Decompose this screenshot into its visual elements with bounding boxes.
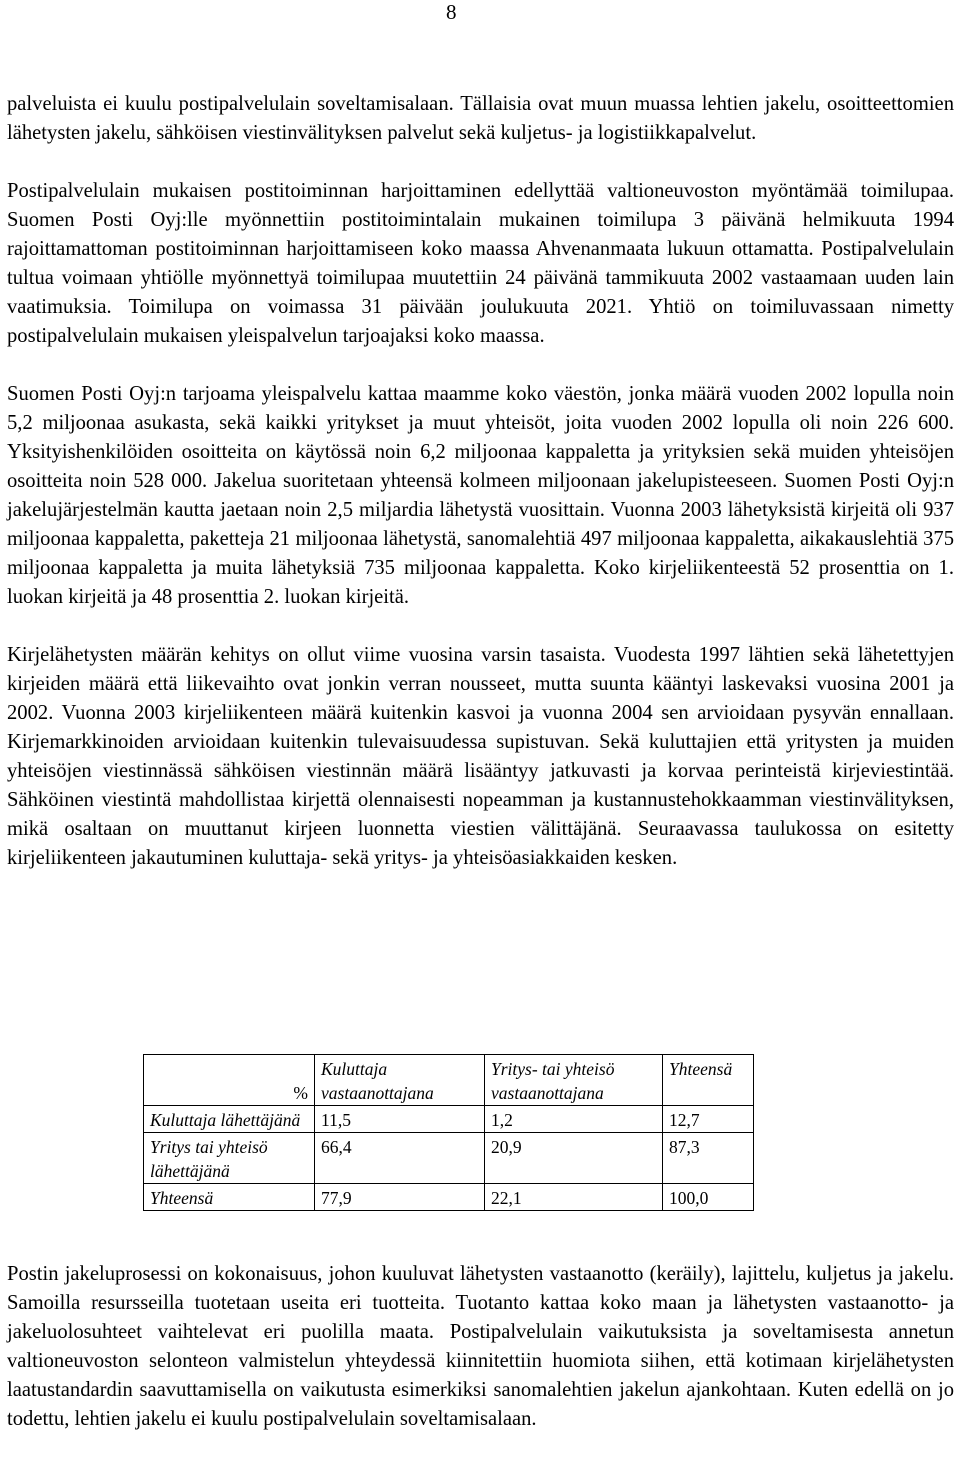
paragraph-1: palveluista ei kuulu postipalvelulain soveltamisalaan. Tällaisia ovat muun muassa lehtien jakelu, osoitteettomien lähetysten jakelu, sähköisen viestinvälityksen palvelut sekä kuljetus- ja logistiikkapalvelut. xyxy=(7,93,954,144)
paragraph-3: Suomen Posti Oyj:n tarjoama yleispalvelu kattaa maamme koko väestön, jonka määrä vuoden 2002 lopulla noin 5,2 miljoonaa asukasta, sekä kaikki yritykset ja muut yhteisöt, joita vuoden 2002 lopulla oli noin 226 600. Yksityishenkilöiden osoitteita on käytössä noin 6,2 miljoonaa kappaletta ja yrityksien sekä muiden yhteisöjen osoitteita noin 528 000. Jakelua suoritetaan yhteensä kolmeen miljoonaan jakelupisteeseen. Suomen Posti Oyj:n jakelujärjestelmän kautta jaetaan noin 2,5 miljardia lähetystä vuosittain. Vuonna 2003 lähetyksistä kirjeitä oli 937 miljoonaa kappaletta, paketteja 21 miljoonaa lähetystä, sanomalehtiä 497 miljoonaa kappaletta, aikakauslehtiä 375 miljoonaa kappaletta ja muita lähetyksiä 735 miljoonaa kappaletta. Koko kirjeliikenteestä 52 prosenttia on 1. luokan kirjeitä ja 48 prosenttia 2. luokan kirjeitä. xyxy=(7,383,954,608)
table-row xyxy=(144,1184,754,1211)
paragraph-4: Kirjelähetysten määrän kehitys on ollut viime vuosina varsin tasaista. Vuodesta 1997 lähtien sekä lähetettyjen kirjeiden määrä että liikevaihto ovat jonkin verran nousseet, mutta suunta kääntyi laskevaksi vuosina 2001 ja 2002. Vuonna 2003 kirjeliikenteen määrä kuitenkin kasvoi ja vuonna 2004 sen arvioidaan pysyvän ennallaan. Kirjemarkkinoiden arvioidaan kuitenkin tulevaisuudessa supistuvan. Sekä kuluttajien että yritysten ja muiden yhteisöjen viestinnässä sähköisen viestinnän määrä lisääntyy jatkuvasti ja korvaa perinteistä kirjeviestintää. Sähköinen viestintä mahdollistaa kirjettä olennaisesti nopeamman ja kustannustehokkaamman viestinvälityksen, mikä osaltaan on muuttanut kirjeen luonnetta viestien välittäjänä. Seuraavassa taulukossa on esitetty kirjeliikenteen jakautuminen kuluttaja- sekä yritys- ja yhteisöasiakkaiden kesken. xyxy=(7,644,954,869)
table-header-row xyxy=(144,1055,754,1106)
table-cell: 100,0 xyxy=(663,1184,754,1211)
row-header-business-sender: Yritys tai yhteisö lähettäjänä xyxy=(144,1133,315,1184)
row-header-total: Yhteensä xyxy=(144,1184,315,1211)
column-header-total: Yhteensä xyxy=(663,1055,754,1106)
column-header-consumer-recipient: Kuluttaja vastaanottajana xyxy=(315,1055,485,1106)
table-corner-cell: % xyxy=(144,1055,315,1106)
table-cell: 77,9 xyxy=(315,1184,485,1211)
page-number: 8 xyxy=(446,0,457,24)
table-cell: 11,5 xyxy=(315,1106,485,1133)
row-header-consumer-sender: Kuluttaja lähettäjänä xyxy=(144,1106,315,1133)
table-cell: 12,7 xyxy=(663,1106,754,1133)
column-header-business-recipient: Yritys- tai yhteisö vastaanottajana xyxy=(485,1055,663,1106)
table-row xyxy=(144,1106,754,1133)
table-cell: 87,3 xyxy=(663,1133,754,1184)
paragraph-5: Postin jakeluprosessi on kokonaisuus, johon kuuluvat lähetysten vastaanotto (keräily), lajittelu, kuljetus ja jakelu. Samoilla resursseilla tuotetaan useita eri tuotteita. Tuotanto kattaa koko maan ja lähetysten vastaanotto- ja jakeluolosuhteet vaihtelevat eri puolilla maata. Postipalvelulain vaikutuksista ja soveltamisesta annetun valtioneuvoston selonteon valmistelun yhteydessä kiinnitettiin huomiota siihen, että kotimaan kirjelähetysten laatustandardin saavuttamisella on vaikutusta esimerkiksi sanomalehtien jakelun ajankohtaan. Kuten edellä on jo todettu, lehtien jakelu ei kuulu postipalvelulain soveltamisalaan. xyxy=(7,1263,954,1430)
letter-traffic-table xyxy=(143,1054,754,1211)
table-row xyxy=(144,1133,754,1184)
paragraph-2: Postipalvelulain mukaisen postitoiminnan harjoittaminen edellyttää valtioneuvoston myöntämää toimilupaa. Suomen Posti Oyj:lle myönnettiin postitoimintalain mukainen toimilupa 3 päivänä helmikuuta 1994 rajoittamattoman postitoiminnan harjoittamiseen koko maassa Ahvenanmaata lukuun ottamatta. Postipalvelulain tultua voimaan yhtiölle myönnettyä toimilupaa muutettiin 24 päivänä tammikuuta 2002 vastaamaan uuden lain vaatimuksia. Toimilupa on voimassa 31 päivään joulukuuta 2021. Yhtiö on toimiluvassaan nimetty postipalvelulain mukaisen yleispalvelun tarjoajaksi koko maassa. xyxy=(7,180,954,347)
closing-section xyxy=(7,1260,954,1434)
table-cell: 66,4 xyxy=(315,1133,485,1184)
document-body xyxy=(7,90,954,873)
table-cell: 1,2 xyxy=(485,1106,663,1133)
table-cell: 22,1 xyxy=(485,1184,663,1211)
table-cell: 20,9 xyxy=(485,1133,663,1184)
